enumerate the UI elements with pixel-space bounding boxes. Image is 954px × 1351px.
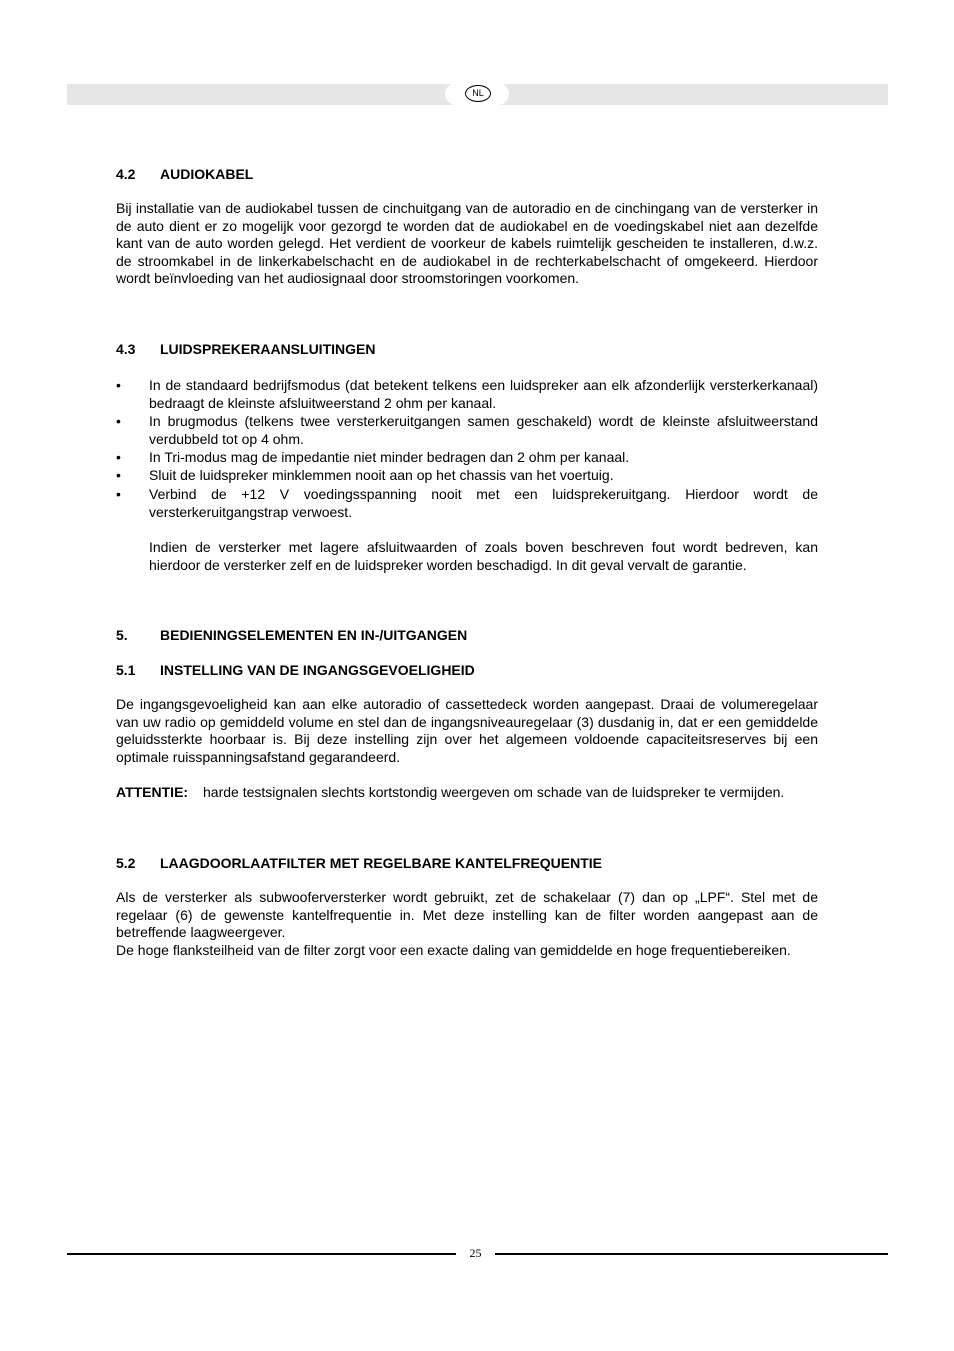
bullet-icon: •: [116, 413, 121, 429]
section-heading-4-2: [116, 166, 253, 183]
section-heading-5: [116, 627, 467, 644]
language-badge: NL: [465, 85, 491, 102]
list-item-text: Sluit de luidspreker minklemmen nooit aan op het chassis van het voertuig.: [149, 467, 614, 483]
section-title: AUDIOKABEL: [160, 166, 254, 182]
section-number: 5.2: [116, 855, 136, 871]
list-item-text: Verbind de +12 V voedingsspanning nooit met een luidsprekeruitgang. Hierdoor wordt de versterkeruitgangstrap verwoest.: [149, 486, 818, 520]
section-paragraph: De hoge flanksteilheid van de filter zorgt voor een exacte daling van gemiddelde en hoge frequentiebereiken.: [116, 942, 791, 958]
section-heading-5-1: [116, 662, 475, 679]
attention-text: harde testsignalen slechts kortstondig weergeven om schade van de luidspreker te vermijden.: [203, 784, 785, 800]
footer-rule-right: [495, 1253, 888, 1255]
section-heading-5-2: [116, 855, 602, 872]
section-number: 5.1: [116, 662, 136, 678]
bullet-icon: •: [116, 467, 121, 483]
section-title: LUIDSPREKERAANSLUITINGEN: [160, 341, 376, 357]
list-item: [116, 413, 818, 448]
section-paragraph: De ingangsgevoeligheid kan aan elke autoradio of cassettedeck worden aangepast. Draai de volumeregelaar van uw radio op gemiddeld volume en stel dan de ingangsniveauregelaar (3) dusdanig in, dat er een gemiddelde geluidssterkte hoorbaar is. Bij deze instelling zijn over het algemeen voldoende capaciteitsreserves bij een optimale ruisspanningsafstand gegarandeerd.: [116, 696, 818, 765]
attention-label: ATTENTIE:: [116, 784, 189, 800]
footer-rule-left: [67, 1253, 456, 1255]
section-title: INSTELLING VAN DE INGANGSGEVOELIGHEID: [160, 662, 475, 678]
section-heading-4-3: [116, 341, 375, 358]
bullet-icon: •: [116, 449, 121, 465]
warranty-note: Indien de versterker met lagere afsluitwaarden of zoals boven beschreven fout wordt bedreven, kan hierdoor de versterker zelf en de luidspreker worden beschadigd. In dit geval vervalt de garantie.: [149, 539, 818, 573]
section-paragraph: Als de versterker als subwooferversterker wordt gebruikt, zet de schakelaar (7) dan op „LPF“. Stel met de regelaar (6) de gewenste kantelfrequentie in. Met deze instelling kan de filter worden aangepast aan de betreffende laagweergever.: [116, 889, 818, 941]
list-item: [116, 467, 818, 485]
bullet-icon: •: [116, 377, 121, 393]
list-item-text: In brugmodus (telkens twee versterkeruitgangen samen geschakeld) wordt de kleinste afsluitweerstand verdubbeld tot op 4 ohm.: [149, 413, 818, 447]
section-number: 4.3: [116, 341, 136, 357]
section-number: 4.2: [116, 166, 136, 182]
section-number: 5.: [116, 627, 128, 643]
list-item-text: In de standaard bedrijfsmodus (dat betekent telkens een luidspreker aan elk afzonderlijk versterkerkanaal) bedraagt de kleinste afsluitweerstand 2 ohm per kanaal.: [149, 377, 818, 411]
list-item: [116, 449, 818, 467]
list-item-text: In Tri-modus mag de impedantie niet minder bedragen dan 2 ohm per kanaal.: [149, 449, 630, 465]
section-title: LAAGDOORLAATFILTER MET REGELBARE KANTELFREQUENTIE: [160, 855, 603, 871]
page-number: 25: [469, 1246, 482, 1260]
list-item: [116, 377, 818, 412]
section-title: BEDIENINGSELEMENTEN EN IN-/UITGANGEN: [160, 627, 468, 643]
bullet-icon: •: [116, 486, 121, 502]
attention-note: [116, 784, 818, 802]
section-paragraph: Bij installatie van de audiokabel tussen de cinchuitgang van de autoradio en de cinchingang van de versterker in de auto dient er zo mogelijk voor gezorgd te worden dat de audiokabel en de voedingskabel niet aan dezelfde kant van de auto worden gelegd. Het verdient de voorkeur de kabels ruimtelijk gescheiden te installeren, d.w.z. de stroomkabel in de linkerkabelschacht en de audiokabel in de rechterkabelschacht of omgekeerd. Hierdoor wordt beïnvloeding van het audiosignaal door stroomstoringen voorkomen.: [116, 200, 818, 287]
list-item: [116, 486, 818, 521]
